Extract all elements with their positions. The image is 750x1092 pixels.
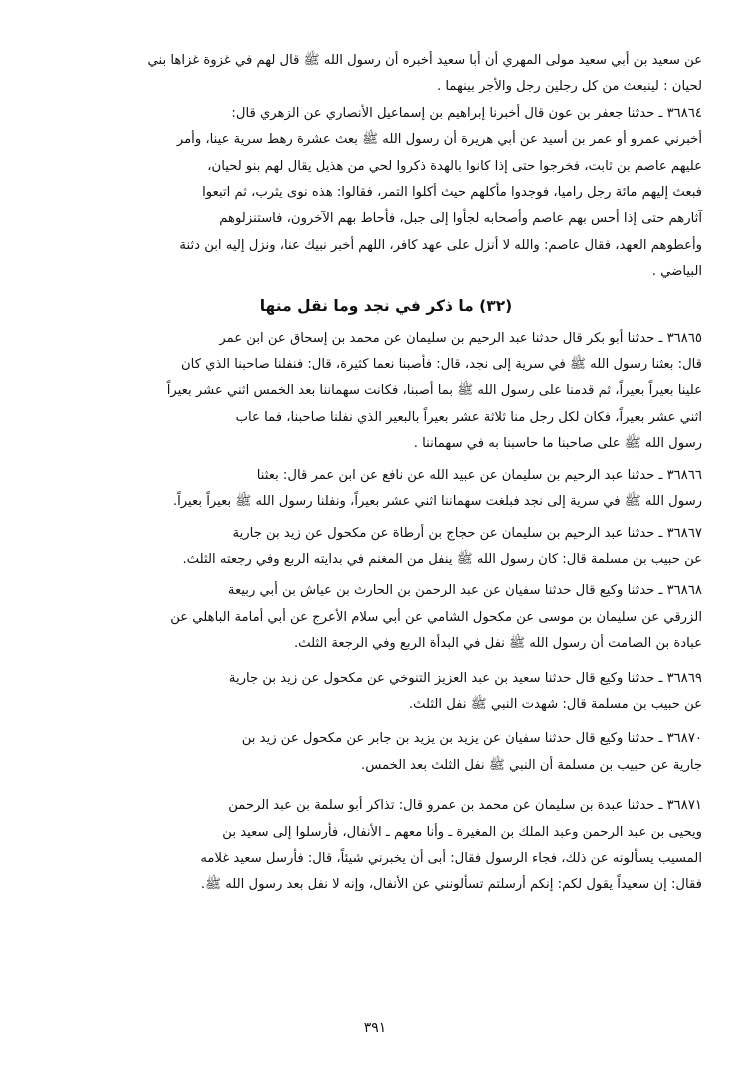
page-number: ٣٩١ xyxy=(363,1020,387,1036)
text-line: الزرقي عن سليمان بن موسى عن مكحول الشامي عن أبي سلام الأعرج عن أبي أمامة الباهلي عن xyxy=(170,609,702,625)
text-line: أخبرني عمرو أو عمر بن أسيد عن أبي هريرة أن رسول الله ﷺ بعث عشرة رهط سرية عينا، وأمر xyxy=(176,132,702,148)
section-heading: (٣٢) ما ذكر في نجد وما نقل منها xyxy=(259,296,513,315)
text-line: رسول الله ﷺ في سرية إلى نجد فبلغت سهماننا اثني عشر بعيراً، ونفلنا رسول الله ﷺ بعيراً بعيراً. xyxy=(172,494,702,510)
hadith-entry-36867 xyxy=(70,521,702,574)
text-line: رسول الله ﷺ على صاحبنا ما حاسبنا به في سهماننا . xyxy=(413,436,702,452)
text-line: عن حبيب بن مسلمة قال: شهدت النبي ﷺ نفل الثلث. xyxy=(408,696,702,712)
document-page xyxy=(70,48,702,1058)
text-line: ٣٦٨٦٨ ـ حدثنا وكيع قال حدثنا سفيان عن عبد الرحمن بن الحارث بن عياش بن أبي ربيعة xyxy=(227,583,702,599)
text-line: جارية عن حبيب بن مسلمة أن النبي ﷺ نفل الثلث بعد الخمس. xyxy=(361,757,702,773)
text-line: عليهم عاصم بن ثابت، فخرجوا حتى إذا كانوا بالهدة ذكروا لحي من هذيل يقال لهم بنو لحيان، xyxy=(207,158,702,174)
text-line: ويحيى بن عبد الرحمن وعبد الملك بن المغيرة ـ وأنا معهم ـ الأنفال، فأرسلوا إلى سعيد بن xyxy=(222,824,702,840)
text-line: فبعث إليهم مائة رجل راميا، فوجدوا مأكلهم حيث أكلوا التمر، فقالوا: هذه نوى يثرب، ثم اتبعوا xyxy=(202,185,702,201)
text-line: ٣٦٨٦٤ ـ حدثنا جعفر بن عون قال أخبرنا إبراهيم بن إسماعيل الأنصاري عن الزهري قال: xyxy=(231,105,702,121)
text-line: عبادة بن الصامت أن رسول الله ﷺ نفل في البدأة الربع وفي الرجعة الثلث. xyxy=(293,636,702,652)
hadith-entry-36865 xyxy=(70,326,702,458)
hadith-entry-36871 xyxy=(70,793,702,899)
hadith-entry-36869 xyxy=(70,666,702,719)
text-line: علينا بعيراً بعيراً، ثم قدمنا على رسول الله ﷺ بما أصبنا، فكانت سهماننا بعد الخمس اثني عشر بعيراً xyxy=(166,383,702,399)
text-line: اثني عشر بعيراً، فكان لكل رجل منا ثلاثة عشر بعيراً بالبعير الذي نفلنا صاحبنا، فما عاب xyxy=(235,409,702,425)
hadith-entry-36864 xyxy=(70,101,702,286)
paragraph-continuation xyxy=(70,48,702,101)
text-line: عن سعيد بن أبي سعيد مولى المهري أن أبا سعيد أخبره أن رسول الله ﷺ قال لهم في غزوة غزاها بني xyxy=(147,53,702,68)
text-line: فقال: إن سعيداً يقول لكم: إنكم أرسلتم تسألونني عن الأنفال، وإنه لا نفل بعد رسول الله ﷺ. xyxy=(200,877,702,893)
text-line: ٣٦٨٦٥ ـ حدثنا أبو بكر قال حدثنا عبد الرحيم بن سليمان عن محمد بن إسحاق عن ابن عمر xyxy=(219,330,702,346)
text-line: المسيب يسألونه عن ذلك، فجاء الرسول فقال: أبى أن يخبرني شيئاً، قال: فأرسل سعيد غلامه xyxy=(200,850,702,866)
text-line: وأعطوهم العهد، فقال عاصم: والله لا أنزل على عهد كافر، اللهم أخبر نبيك عنا، ونزل إليه ابن دثنة xyxy=(179,237,702,253)
hadith-entry-36868 xyxy=(70,578,702,657)
text-line: ٣٦٨٧١ ـ حدثنا عبدة بن سليمان عن محمد بن عمرو قال: تذاكر أبو سلمة بن عبد الرحمن xyxy=(228,798,702,814)
text-line: آثارهم حتى إذا أحس بهم عاصم وأصحابه لجأوا إلى جبل، فأحاط بهم الآخرون، فاستنزلوهم xyxy=(219,211,702,227)
hadith-entry-36870 xyxy=(70,726,702,779)
text-line: لحيان : لينبعث من كل رجلين رجل والأجر بينهما . xyxy=(437,79,702,95)
text-line: ٣٦٨٧٠ ـ حدثنا وكيع قال حدثنا سفيان عن يزيد بن يزيد بن جابر عن مكحول عن زيد بن xyxy=(241,731,702,747)
text-line: عن حبيب بن مسلمة قال: كان رسول الله ﷺ ينفل من المغنم في بدايته الربع وفي رجعته الثلث. xyxy=(182,551,702,567)
text-line: قال: بعثنا رسول الله ﷺ في سرية إلى نجد، قال: فأصبنا نعما كثيرة، قال: فنفلنا صاحبنا الذي كان xyxy=(181,357,702,373)
text-line: ٣٦٨٦٧ ـ حدثنا عبد الرحيم بن سليمان عن حجاج بن أرطاة عن مكحول عن زيد بن جارية xyxy=(232,525,702,541)
hadith-entry-36866 xyxy=(70,463,702,516)
text-line: ٣٦٨٦٩ ـ حدثنا وكيع قال حدثنا سعيد بن عبد العزيز التنوخي عن مكحول عن زيد بن جارية xyxy=(228,670,702,686)
text-line: ٣٦٨٦٦ ـ حدثنا عبد الرحيم بن سليمان عن عبيد الله عن نافع عن ابن عمر قال: بعثنا xyxy=(256,467,702,483)
text-line: البياضي . xyxy=(651,264,702,280)
